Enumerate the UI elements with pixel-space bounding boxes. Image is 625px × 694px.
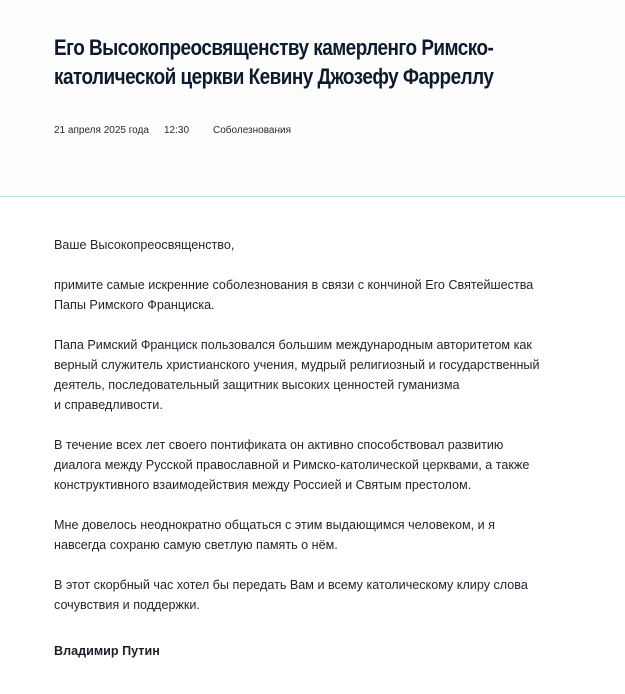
text-line: навсегда сохраню самую светлую память о нём. <box>54 538 338 552</box>
article-body <box>54 235 574 635</box>
text-line: Мне довелось неоднократно общаться с этим выдающимся человеком, и я <box>54 518 495 532</box>
title-line: Его Высокопреосвященству камерленго Римско- <box>54 35 494 60</box>
paragraph <box>54 275 574 315</box>
text-line: В течение всех лет своего понтификата он активно способствовал развитию <box>54 438 504 452</box>
paragraph <box>54 515 574 555</box>
salutation <box>54 235 574 255</box>
article-content <box>0 197 625 694</box>
paragraph <box>54 435 574 495</box>
category-link[interactable]: Соболезнования <box>213 125 291 136</box>
text-line: и справедливости. <box>54 398 163 412</box>
publication-time: 12:30 <box>164 125 190 136</box>
text-line: верный служитель христианского учения, мудрый религиозный и государственный <box>54 358 540 372</box>
article-title <box>54 33 594 91</box>
article-header <box>0 0 625 196</box>
text-line: конструктивного взаимодействия между Россией и Святым престолом. <box>54 478 472 492</box>
signature: Владимир Путин <box>54 644 160 658</box>
text-line: Папы Римского Франциска. <box>54 298 215 312</box>
title-line: католической церкви Кевину Джозефу Фарреллу <box>54 64 494 89</box>
text-line: примите самые искренние соболезнования в связи с кончиной Его Святейшества <box>54 278 534 292</box>
text-line: деятель, последовательный защитник высоких ценностей гуманизма <box>54 378 460 392</box>
paragraph <box>54 575 574 615</box>
text-line: Ваше Высокопреосвященство, <box>54 238 235 252</box>
text-line: В этот скорбный час хотел бы передать Вам и всему католическому клиру слова <box>54 578 528 592</box>
text-line: Папа Римский Франциск пользовался большим международным авторитетом как <box>54 338 532 352</box>
paragraph <box>54 335 574 415</box>
publication-date: 21 апреля 2025 года <box>54 125 149 136</box>
article-meta <box>54 125 291 136</box>
text-line: сочувствия и поддержки. <box>54 598 200 612</box>
text-line: диалога между Русской православной и Римско-католической церквами, а также <box>54 458 530 472</box>
